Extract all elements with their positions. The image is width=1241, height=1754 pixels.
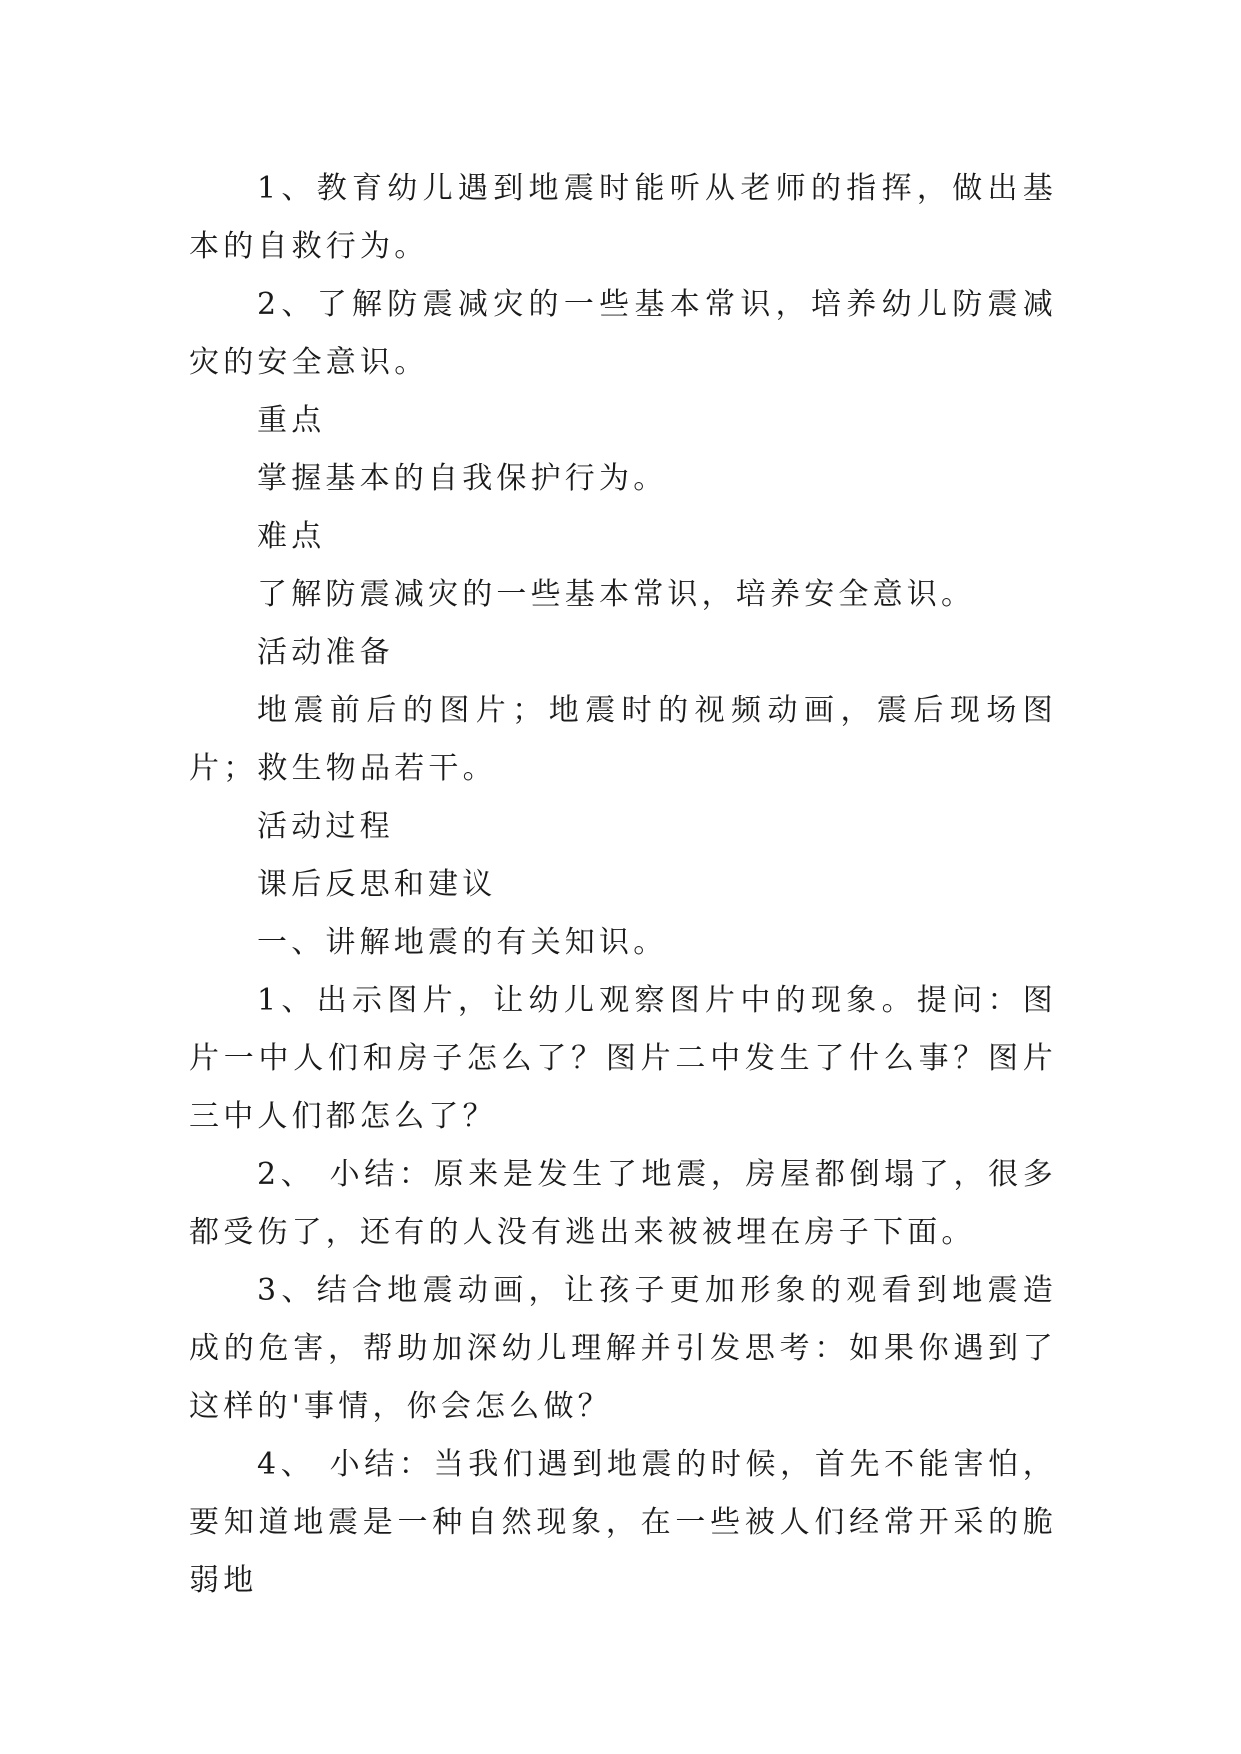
- objective-1: 1、教育幼儿遇到地震时能听从老师的指挥，做出基本的自救行为。: [189, 171, 1057, 264]
- step-4: 4、 小结：当我们遇到地震的时候，首先不能害怕，要知道地震是一种自然现象，在一些被人们经常开采的脆弱地: [189, 1447, 1057, 1598]
- heading-process: 活动过程: [257, 809, 394, 844]
- preparation-text: 地震前后的图片；地震时的视频动画，震后现场图片；救生物品若干。: [189, 693, 1057, 786]
- heading-reflection: 课后反思和建议: [257, 867, 497, 902]
- heading-key-point: 重点: [257, 403, 326, 438]
- key-point-text: 掌握基本的自我保护行为。: [257, 461, 668, 496]
- section-one-title: 一、讲解地震的有关知识。: [257, 925, 668, 960]
- step-3: 3、结合地震动画，让孩子更加形象的观看到地震造成的危害，帮助加深幼儿理解并引发思考：如果你遇到了这样的'事情，你会怎么做？: [189, 1273, 1057, 1424]
- objective-2: 2、了解防震减灾的一些基本常识，培养幼儿防震减灾的安全意识。: [189, 287, 1057, 380]
- difficulty-text: 了解防震减灾的一些基本常识，培养安全意识。: [257, 577, 976, 612]
- step-1: 1、出示图片，让幼儿观察图片中的现象。提问：图片一中人们和房子怎么了？图片二中发生了什么事？图片三中人们都怎么了？: [189, 983, 1057, 1134]
- document-body: [189, 160, 1057, 1610]
- heading-difficulty: 难点: [257, 519, 326, 554]
- heading-preparation: 活动准备: [257, 635, 394, 670]
- step-2: 2、 小结：原来是发生了地震，房屋都倒塌了，很多都受伤了，还有的人没有逃出来被被埋在房子下面。: [189, 1157, 1057, 1250]
